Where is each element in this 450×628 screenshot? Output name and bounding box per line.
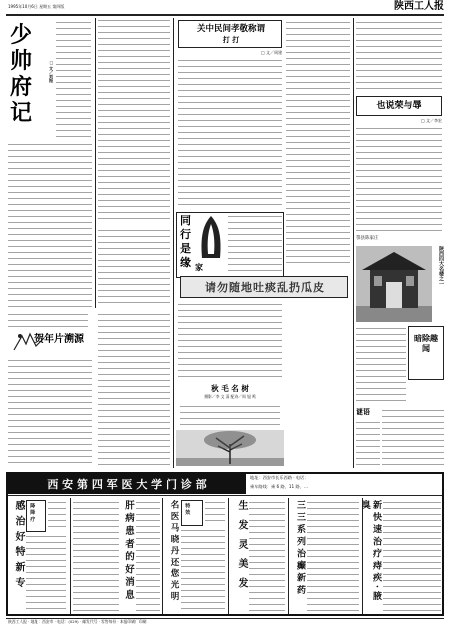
ad-col-3b-text bbox=[205, 500, 225, 526]
tree-photo-title: 秋 毛 名 树 bbox=[211, 384, 249, 393]
ad-rule-2 bbox=[162, 498, 163, 614]
center-byline: □ 文／周建 bbox=[260, 50, 282, 55]
masthead: 陕西工人报 bbox=[394, 1, 444, 12]
right-text-a bbox=[356, 20, 442, 92]
ad-address-1: 地址：西安市长乐西路 · 电话： bbox=[250, 475, 309, 480]
honor-title: 也说荣与辱 bbox=[376, 101, 422, 111]
ad-col-1-heading: 感 治 好 特 新 专 bbox=[13, 500, 24, 589]
riddle-text bbox=[382, 408, 444, 468]
hidden-info-box bbox=[408, 326, 444, 380]
colleague-char-3: 是 bbox=[180, 242, 191, 255]
center-text-a bbox=[178, 58, 282, 208]
left-title-block bbox=[10, 22, 44, 132]
right-vertical-caption: 陕西四大名楼之一 bbox=[438, 246, 444, 286]
colleague-text bbox=[228, 214, 282, 274]
center-title: 关中民间孝敬称谓 bbox=[196, 24, 265, 34]
center-title-box bbox=[178, 20, 282, 48]
ad-col-4-text bbox=[249, 500, 285, 612]
left-bottom-text bbox=[98, 312, 170, 468]
right-bottom-text bbox=[356, 420, 380, 468]
ad-rule-3 bbox=[228, 498, 229, 614]
col-rule-3 bbox=[353, 18, 354, 468]
center-text-b bbox=[286, 20, 350, 268]
colleague-illustration bbox=[196, 214, 226, 260]
slogan-banner bbox=[180, 276, 348, 298]
ad-col-3-box bbox=[181, 500, 203, 526]
left-text-c bbox=[98, 18, 170, 223]
new-year-card-title: 贺年片溯源 bbox=[34, 334, 84, 345]
ad-rule bbox=[8, 495, 442, 496]
left-text-b bbox=[8, 142, 92, 310]
col-rule-2 bbox=[173, 18, 174, 468]
ad-col-3-heading: 名 医 马 晓 丹 还 您 光 明 bbox=[169, 500, 179, 601]
riddle-label: 谜语 bbox=[356, 407, 370, 416]
col-rule-1 bbox=[95, 18, 96, 308]
honor-byline: □ 文／李宏 bbox=[420, 118, 442, 123]
tree-photo-image bbox=[176, 430, 284, 466]
new-year-card-text bbox=[8, 358, 92, 468]
ad-rule-5 bbox=[362, 498, 363, 614]
ad-col-6-text bbox=[383, 500, 441, 612]
center-subtitle: 打 打 bbox=[222, 35, 240, 44]
center-text-c bbox=[178, 302, 282, 380]
title-char-4: 记 bbox=[10, 100, 33, 126]
colleague-char-1: 同 bbox=[180, 214, 191, 227]
right-gate-photo bbox=[356, 246, 432, 322]
right-text-b bbox=[356, 126, 442, 232]
left-text-d bbox=[98, 228, 170, 308]
ad-rule-4 bbox=[288, 498, 289, 614]
ad-box-label-2: 特 效 bbox=[184, 503, 191, 515]
hidden-info-title: 暗除趣闻 bbox=[414, 333, 438, 353]
left-text-a bbox=[56, 20, 91, 140]
ad-title: 西 安 第 四 军 医 大 学 门 诊 部 bbox=[47, 478, 207, 491]
ad-col-5-text bbox=[307, 500, 359, 612]
issue-date: 1995年10月6日 星期五 第四版 bbox=[8, 4, 65, 9]
tree-photo-poem bbox=[180, 404, 280, 428]
colleague-char-4: 缘 bbox=[180, 256, 191, 269]
header-rule bbox=[6, 14, 444, 16]
title-char-2: 帅 bbox=[10, 48, 33, 74]
ad-col-1b-text bbox=[48, 500, 66, 532]
ad-col-5-heading: 三 三 系 列 治 癫 新 药 bbox=[295, 500, 305, 594]
ad-col-1-text bbox=[26, 534, 66, 612]
left-byline: □ 文／刘振 bbox=[49, 60, 54, 83]
ad-address-2: 乘车路线：乘 6 路、11 路、… bbox=[250, 484, 309, 489]
footer-text: 陕西工人报 · 地址：西安市 · 电话：(029) · 邮发代号 · 零售每份 · 本报印刷厂印刷 bbox=[8, 619, 147, 624]
ad-col-2-heading: 肝 病 患 者 的 好 消 息 bbox=[123, 500, 134, 600]
slogan-text: 请勿随地吐痰乱扔瓜皮 bbox=[205, 281, 325, 294]
ad-col-3-text bbox=[181, 528, 225, 612]
ad-box-label-1: 降 降 疗 bbox=[29, 503, 36, 522]
colleague-char-5: 家 bbox=[195, 262, 203, 272]
title-char-1: 少 bbox=[10, 22, 33, 48]
ad-col-2-text-a bbox=[73, 500, 119, 612]
honor-title-box bbox=[356, 96, 442, 116]
ad-col-6-heading: 新 快 速 治 疗 痔 疾 · 腋 臭 bbox=[359, 500, 381, 601]
right-photo-caption: 鄠县陈家庄 bbox=[356, 236, 379, 241]
title-char-3: 府 bbox=[10, 74, 33, 100]
ad-col-2-text-b bbox=[136, 500, 160, 612]
ad-col-4-heading: 生 发 灵 美 发 bbox=[236, 500, 247, 591]
colleague-char-2: 行 bbox=[180, 228, 191, 241]
ad-col-1-box bbox=[26, 500, 46, 532]
right-text-c bbox=[356, 326, 406, 406]
tree-photo-credits: 摄影／李 文 清 配诗／周 旭 鸣 bbox=[204, 394, 256, 399]
ad-rule-1 bbox=[70, 498, 71, 614]
ad-title-bar bbox=[8, 474, 246, 494]
